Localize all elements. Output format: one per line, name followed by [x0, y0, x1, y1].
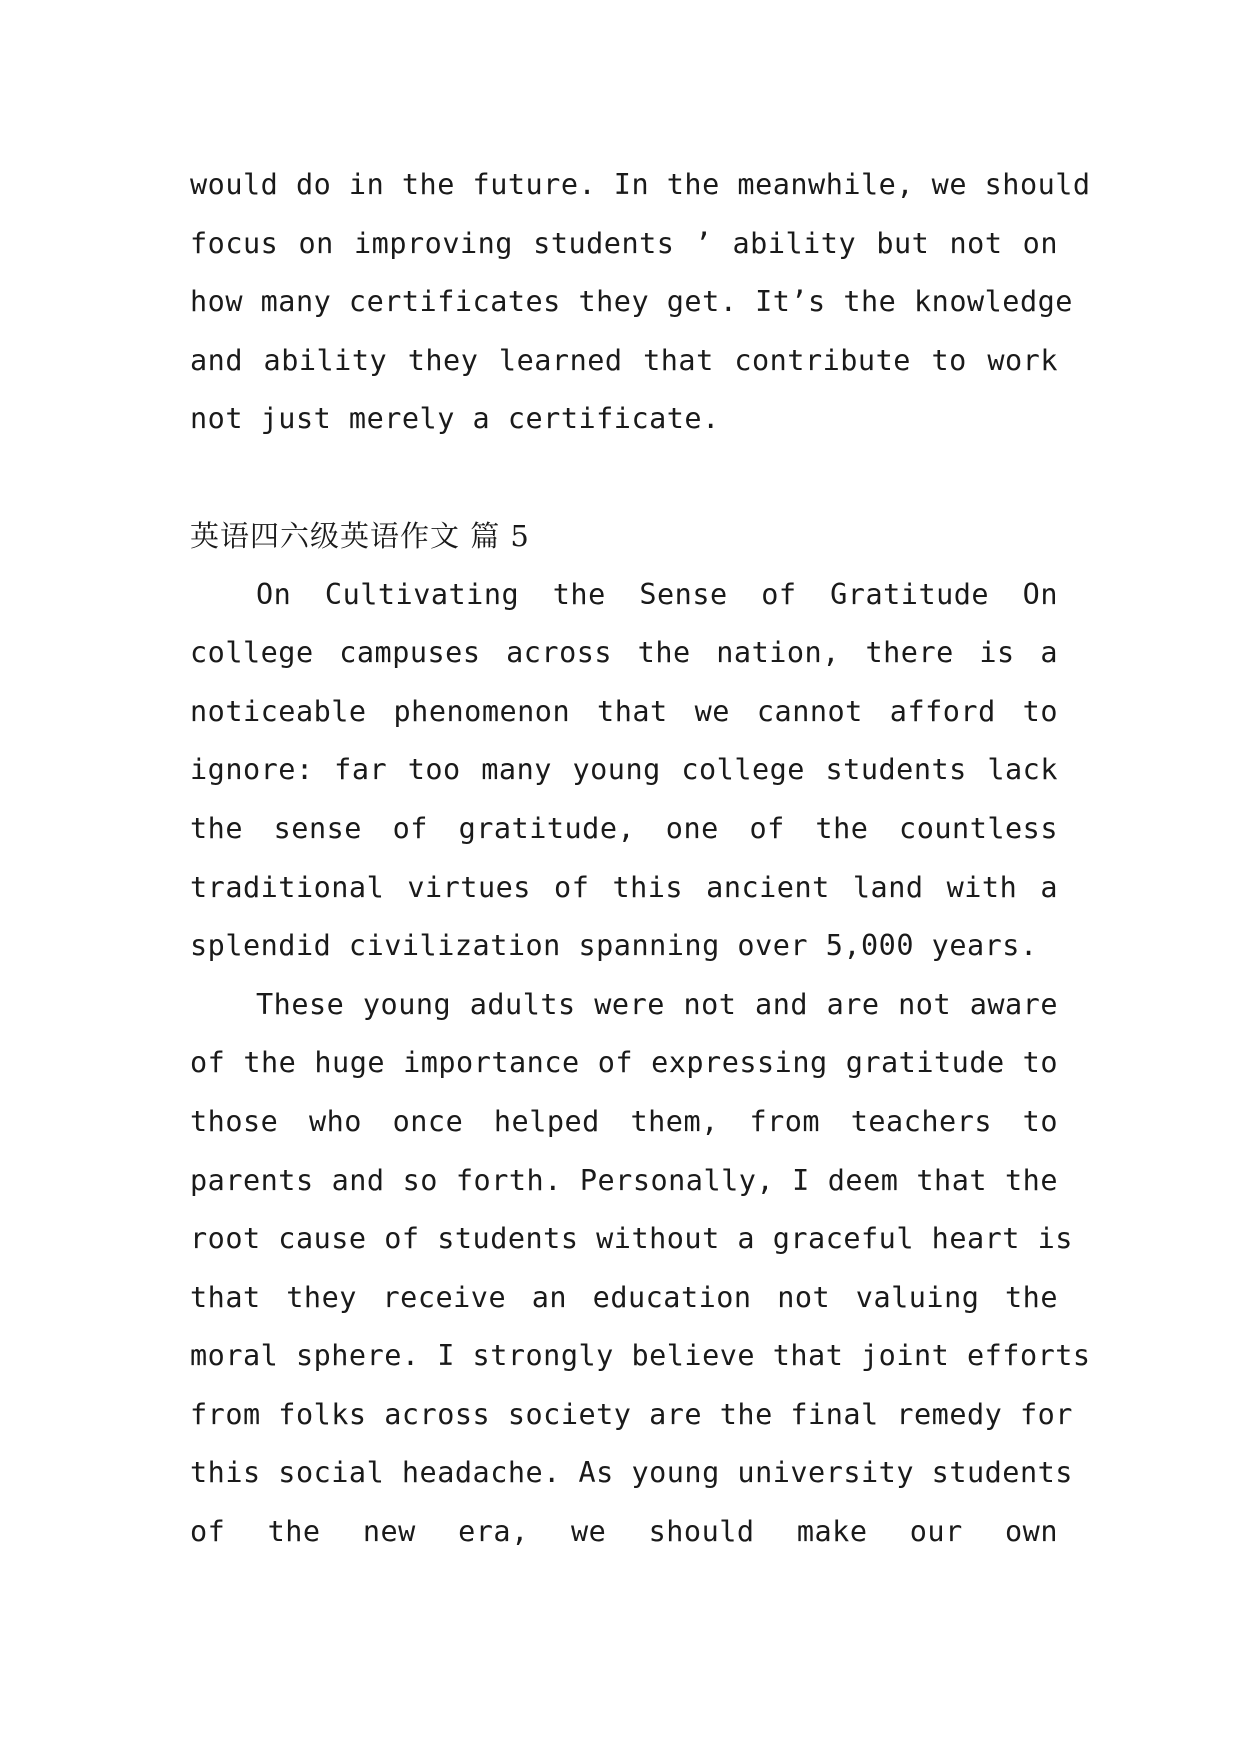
paragraph-body — [190, 976, 1091, 1562]
text-line: moral sphere. I strongly believe that joint efforts — [190, 1339, 1091, 1373]
section-heading: 英语四六级英语作文 篇 5 — [190, 518, 530, 553]
paragraph-continued — [190, 156, 1091, 449]
text-line: those who once helped them, from teachers to — [190, 1104, 1058, 1138]
text-line: and ability they learned that contribute to work — [190, 343, 1058, 377]
text-line: On Cultivating the Sense of Gratitude On — [256, 577, 1058, 611]
text-line: from folks across society are the final remedy for — [190, 1397, 1073, 1431]
text-line: splendid civilization spanning over 5,000 years. — [190, 929, 1038, 963]
text-line: parents and so forth. Personally, I deem that the — [190, 1163, 1058, 1197]
text-line: the sense of gratitude, one of the countless — [190, 811, 1058, 845]
text-line: not just merely a certificate. — [190, 402, 720, 436]
text-line: traditional virtues of this ancient land with a — [190, 870, 1058, 904]
text-line: focus on improving students ’ ability but not on — [190, 226, 1058, 260]
text-line: this social headache. As young university students — [190, 1456, 1073, 1490]
text-line: that they receive an education not valuing the — [190, 1280, 1058, 1314]
text-line: college campuses across the nation, there is a — [190, 636, 1058, 670]
document-page — [190, 156, 1091, 1562]
text-line: These young adults were not and are not aware — [256, 987, 1058, 1021]
text-line: ignore: far too many young college students lack — [190, 753, 1058, 787]
text-line: would do in the future. In the meanwhile, we should — [190, 168, 1091, 201]
text-line: of the huge importance of expressing gratitude to — [190, 1046, 1058, 1080]
text-line: noticeable phenomenon that we cannot afford to — [190, 694, 1058, 728]
paragraph-intro — [190, 566, 1058, 976]
section-spacer — [190, 449, 1058, 507]
text-line: root cause of students without a graceful heart is — [190, 1222, 1073, 1256]
text-line: of the new era, we should make our own — [190, 1515, 1058, 1549]
text-line: how many certificates they get. It’s the knowledge — [190, 285, 1073, 319]
